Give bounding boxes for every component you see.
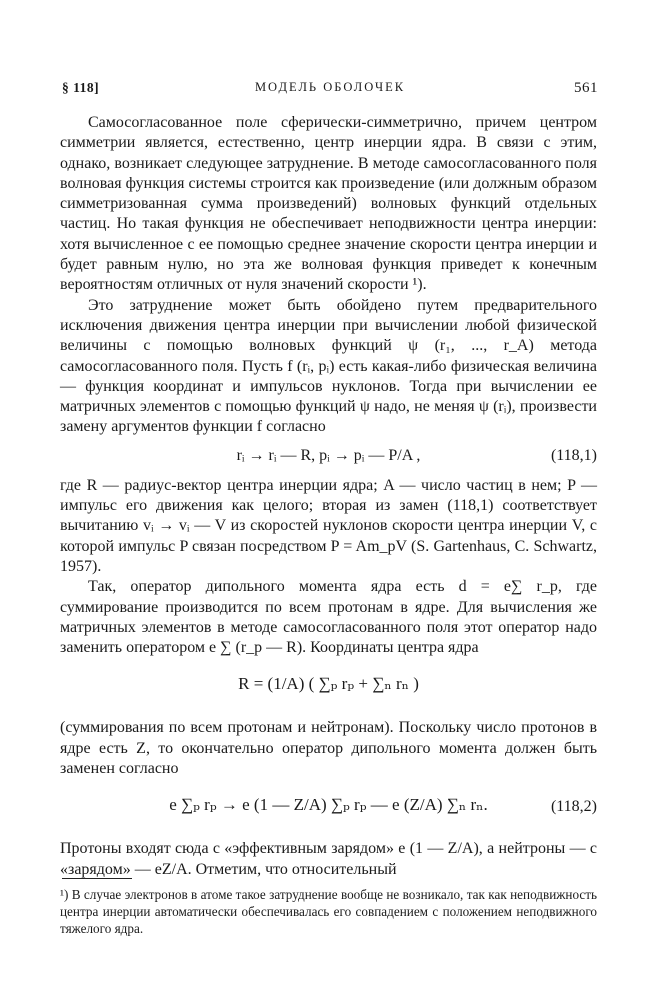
equation-number: (118,2) <box>550 798 597 816</box>
equation-118-2 <box>60 781 597 837</box>
equation-formula: e ∑ₚ rₚ → e (1 — Z/A) ∑ₚ rₚ — e (Z/A) ∑ₙ rₙ. <box>169 795 488 815</box>
equation-formula: R = (1/A) ( ∑ₚ rₚ + ∑ₙ rₙ ) <box>238 674 419 694</box>
footnote-divider <box>62 878 132 879</box>
paragraph: Так, оператор дипольного момента ядра есть d = e∑ r_p, где суммирование производится по всем протонам в ядре. Для вычисления же матричных элементов в методе самосогласованного поля этот оператор надо заменить оператором e ∑ (r_p — R). Координаты центра ядра <box>60 578 597 657</box>
equation-center-of-mass <box>60 660 597 716</box>
section-marker: § 118] <box>62 80 100 95</box>
page-number: 561 <box>574 80 598 96</box>
paragraph: где R — радиус-вектор центра инерции ядра; A — число частиц в нем; P — импульс его движения как целого; вторая из замен (118,1) соответствует вычитанию vᵢ → vᵢ — V из скоростей нуклонов скорости центра инерции V, с которой импульс P связан посредством P = Am_pV (S. Gartenhaus, C. Schwartz, 1957). <box>60 476 597 575</box>
footnote: ¹) В случае электронов в атоме такое затруднение вообще не возникало, так как неподвижность центра инерции автоматически обеспечивалась его совпадением с положением неподвижного тяжелого ядра. <box>60 887 597 936</box>
paragraph: Самосогласованное поле сферически-симметрично, причем центром симметрии является, естественно, центр инерции ядра. В связи с этим, однако, возникает следующее затруднение. В методе самосогласованного поля волновая функция системы строится как произведение (или должным образом симметризованная сумма произведений) волновых функций отдельных частиц. Но такая функция не обеспечивает неподвижности центра инерции: хотя вычисленное с ее помощью среднее значение скорости центра инерции и будет равным нулю, но эта же волновая функция приведет к конечным вероятностям отличных от нуля значений скорости ¹). <box>60 114 597 294</box>
paragraph: Это затруднение может быть обойдено путем предварительного исключения движения центра инерции при вычислении любой физической величины с помощью волновых функций ψ (r₁, ..., r_A) метода самосогласованного поля. Пусть f (rᵢ, pᵢ) есть какая-либо физическая величина — функция координат и импульсов нуклонов. Тогда при вычислении ее матричных элементов с помощью функций ψ надо, не меняя ψ (rᵢ), произвести замену аргументов функции f согласно <box>60 296 597 436</box>
paragraph: Протоны входят сюда с «эффективным зарядом» e (1 — Z/A), а нейтроны — с «зарядом» — eZ/A. Отметим, что относительный <box>60 840 597 878</box>
running-header <box>62 80 598 100</box>
chapter-title: МОДЕЛЬ ОБОЛОЧЕК <box>254 80 406 94</box>
paragraph: (суммирования по всем протонам и нейтронам). Поскольку число протонов в ядре есть Z, то окончательно оператор дипольного момента должен быть заменен согласно <box>60 719 597 778</box>
main-text <box>60 113 597 880</box>
equation-formula: rᵢ → rᵢ — R, pᵢ → pᵢ — P/A , <box>236 446 421 464</box>
equation-118-1 <box>60 440 597 474</box>
equation-number: (118,1) <box>550 446 597 464</box>
